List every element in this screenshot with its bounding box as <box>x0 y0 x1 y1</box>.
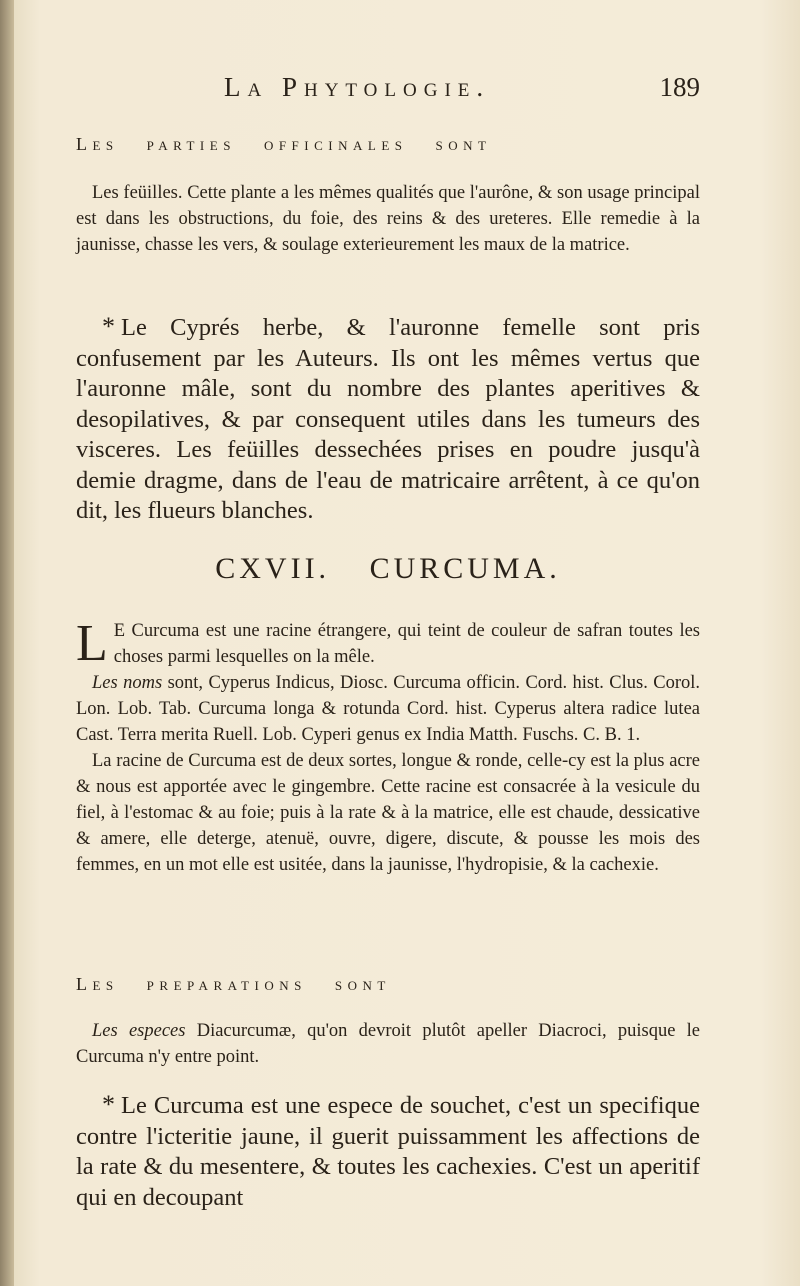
running-title: La Phytologie. <box>224 72 491 102</box>
officinal-parts-paragraph: Les feüilles. Cette plante a les mêmes qualités que l'aurône, & son usage principal est dans les obstructions, du foie, des reins & des ureteres. Elle remedie à la jaunisse, chasse les vers, & soulage exterieurement les maux de la matrice. <box>76 183 700 255</box>
section-heading-preparations: Les preparations sont <box>76 974 391 994</box>
asterisk-marker: * <box>102 1090 115 1119</box>
note-cypres: * Le Cyprés herbe, & l'auronne femelle sont pris confusement par les Auteurs. Ils ont les mêmes vertus que l'auronne mâle, sont du nombre des plantes aperitives & desopilatives, & par consequent utiles dans les tumeurs des visceres. Les feüilles dessechées prises en poudre jusqu'à demie dragme, dans de l'eau de matricaire arrêtent, à ce qu'on dit, les flueurs blanches. <box>76 312 700 524</box>
drop-cap: L <box>76 615 108 672</box>
page-gutter <box>0 0 14 1286</box>
chapter-number: CXVII. <box>215 552 331 585</box>
curcuma-entry <box>76 615 700 878</box>
section-heading-officinales: Les parties officinales sont <box>76 134 492 154</box>
note-curcuma: * Le Curcuma est une espece de souchet, c'est un specifique contre l'icteritie jaune, il guerit puissamment les affections de la rate & du mesentere, & toutes les cachexies. C'est un aperitif qui en decoupant <box>76 1090 700 1211</box>
asterisk-marker: * <box>102 312 115 341</box>
preparations-paragraph: Les especes Diacurcumæ, qu'on devroit plutôt apeller Diacroci, puisque le Curcuma n'y entre point. <box>76 1021 701 1067</box>
chapter-title: CURCUMA. <box>369 552 561 585</box>
names-paragraph: Les noms sont, Cyperus Indicus, Diosc. Curcuma officin. Cord. hist. Clus. Corol. Lon. Lob. Tab. Curcuma longa & rotunda Cord. hist. Cyperus altera radice lutea Cast. Terra merita Ruell. Lob. Cyperi genus ex India Matth. Fuschs. C. B. 1. <box>76 673 700 745</box>
properties-paragraph: La racine de Curcuma est de deux sortes, longue & ronde, celle-cy est la plus acre & nous est apportée avec le gingembre. Cette racine est consacrée à la vesicule du fiel, à l'estomac & au foie; puis à la rate & à la matrice, elle est chaude, dessicative & amere, elle deterge, atenuë, ouvre, digere, discute, & pousse les mois des femmes, en un mot elle est usitée, dans la jaunisse, l'hydropisie, & la cachexie. <box>76 751 700 875</box>
chapter-heading <box>76 552 700 586</box>
running-head <box>76 72 700 112</box>
page-number: 189 <box>659 72 700 102</box>
description-paragraph: L E Curcuma est une racine étrangere, qui teint de couleur de safran toutes les choses parmi lesquelles on la mêle. <box>76 615 700 672</box>
